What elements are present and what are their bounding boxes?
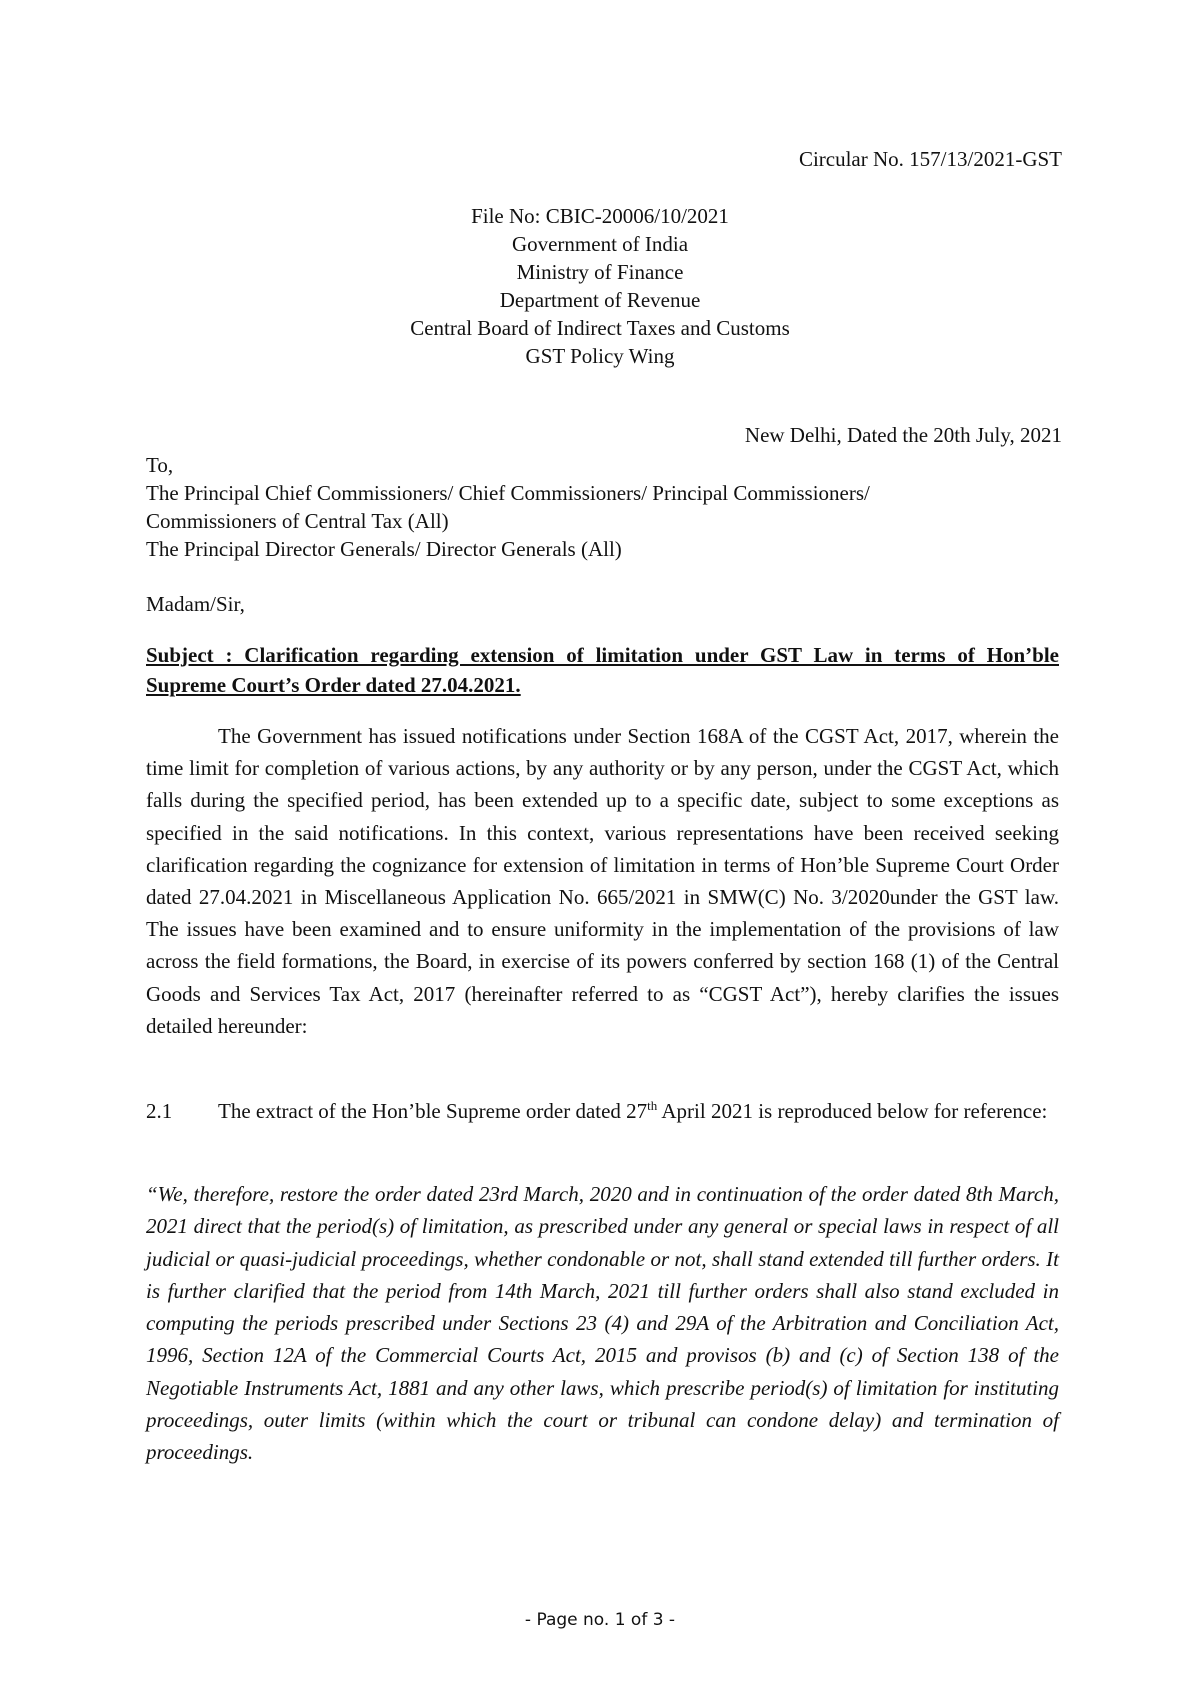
subject-line: Subject : Clarification regarding extension of limitation under GST Law in terms of Hon’ble Supreme Court’s Order dated 27.04.2021. <box>146 643 1059 697</box>
paragraph-2-1 <box>146 1095 1059 1127</box>
letterhead <box>0 202 1200 370</box>
addressee-block <box>146 451 1066 563</box>
paragraph-number: 2.1 <box>146 1099 173 1123</box>
addressee-line-2: Commissioners of Central Tax (All) <box>146 509 449 533</box>
circular-number: Circular No. 157/13/2021-GST <box>798 147 1062 171</box>
main-paragraph: The Government has issued notifications under Section 168A of the CGST Act, 2017, wherein the time limit for completion of various actions, by any authority or by any person, under the CGST Act, which falls during the specified period, has been extended up to a specific date, subject to some exceptions as specified in the said notifications. In this context, various representations have been received seeking clarification regarding the cognizance for extension of limitation in terms of Hon’ble Supreme Court Order dated 27.04.2021 in Miscellaneous Application No. 665/2021 in SMW(C) No. 3/2020under the GST law. The issues have been examined and to ensure uniformity in the implementation of the provisions of law across the field formations, the Board, in exercise of its powers conferred by section 168 (1) of the Central Goods and Services Tax Act, 2017 (hereinafter referred to as “CGST Act”), hereby clarifies the issues detailed hereunder: <box>146 724 1059 1038</box>
date-line: New Delhi, Dated the 20th July, 2021 <box>744 423 1062 447</box>
government-line: Government of India <box>511 232 689 256</box>
board-line: Central Board of Indirect Taxes and Customs <box>410 316 790 340</box>
wing-line: GST Policy Wing <box>525 344 675 368</box>
page-footer: - Page no. 1 of 3 - <box>524 1610 676 1630</box>
court-order-quote: “We, therefore, restore the order dated 23rd March, 2020 and in continuation of the order dated 8th March, 2021 direct that the period(s) of limitation, as prescribed under any general or special laws in respect of all judicial or quasi-judicial proceedings, whether condonable or not, shall stand extended till further orders. It is further clarified that the period from 14th March, 2021 till further orders shall also stand excluded in computing the periods prescribed under Sections 23 (4) and 29A of the Arbitration and Conciliation Act, 1996, Section 12A of the Commercial Courts Act, 2015 and provisos (b) and (c) of Section 138 of the Negotiable Instruments Act, 1881 and any other laws, which prescribe period(s) of limitation for instituting proceedings, outer limits (within which the court or tribunal can condone delay) and termination of proceedings. <box>146 1182 1059 1465</box>
ministry-line: Ministry of Finance <box>516 260 684 284</box>
to-line: To, <box>146 453 174 477</box>
department-line: Department of Revenue <box>499 288 701 312</box>
paragraph-text-after: April 2021 is reproduced below for reference: <box>657 1099 1048 1123</box>
ordinal-superscript: th <box>647 1098 658 1113</box>
addressee-line-1: The Principal Chief Commissioners/ Chief Commissioners/ Principal Commissioners/ <box>146 481 870 505</box>
file-number: File No: CBIC-20006/10/2021 <box>471 204 729 228</box>
paragraph-text-before: The extract of the Hon’ble Supreme order dated 27 <box>218 1099 648 1123</box>
addressee-line-3: The Principal Director Generals/ Director Generals (All) <box>146 537 622 561</box>
salutation: Madam/Sir, <box>146 592 245 616</box>
